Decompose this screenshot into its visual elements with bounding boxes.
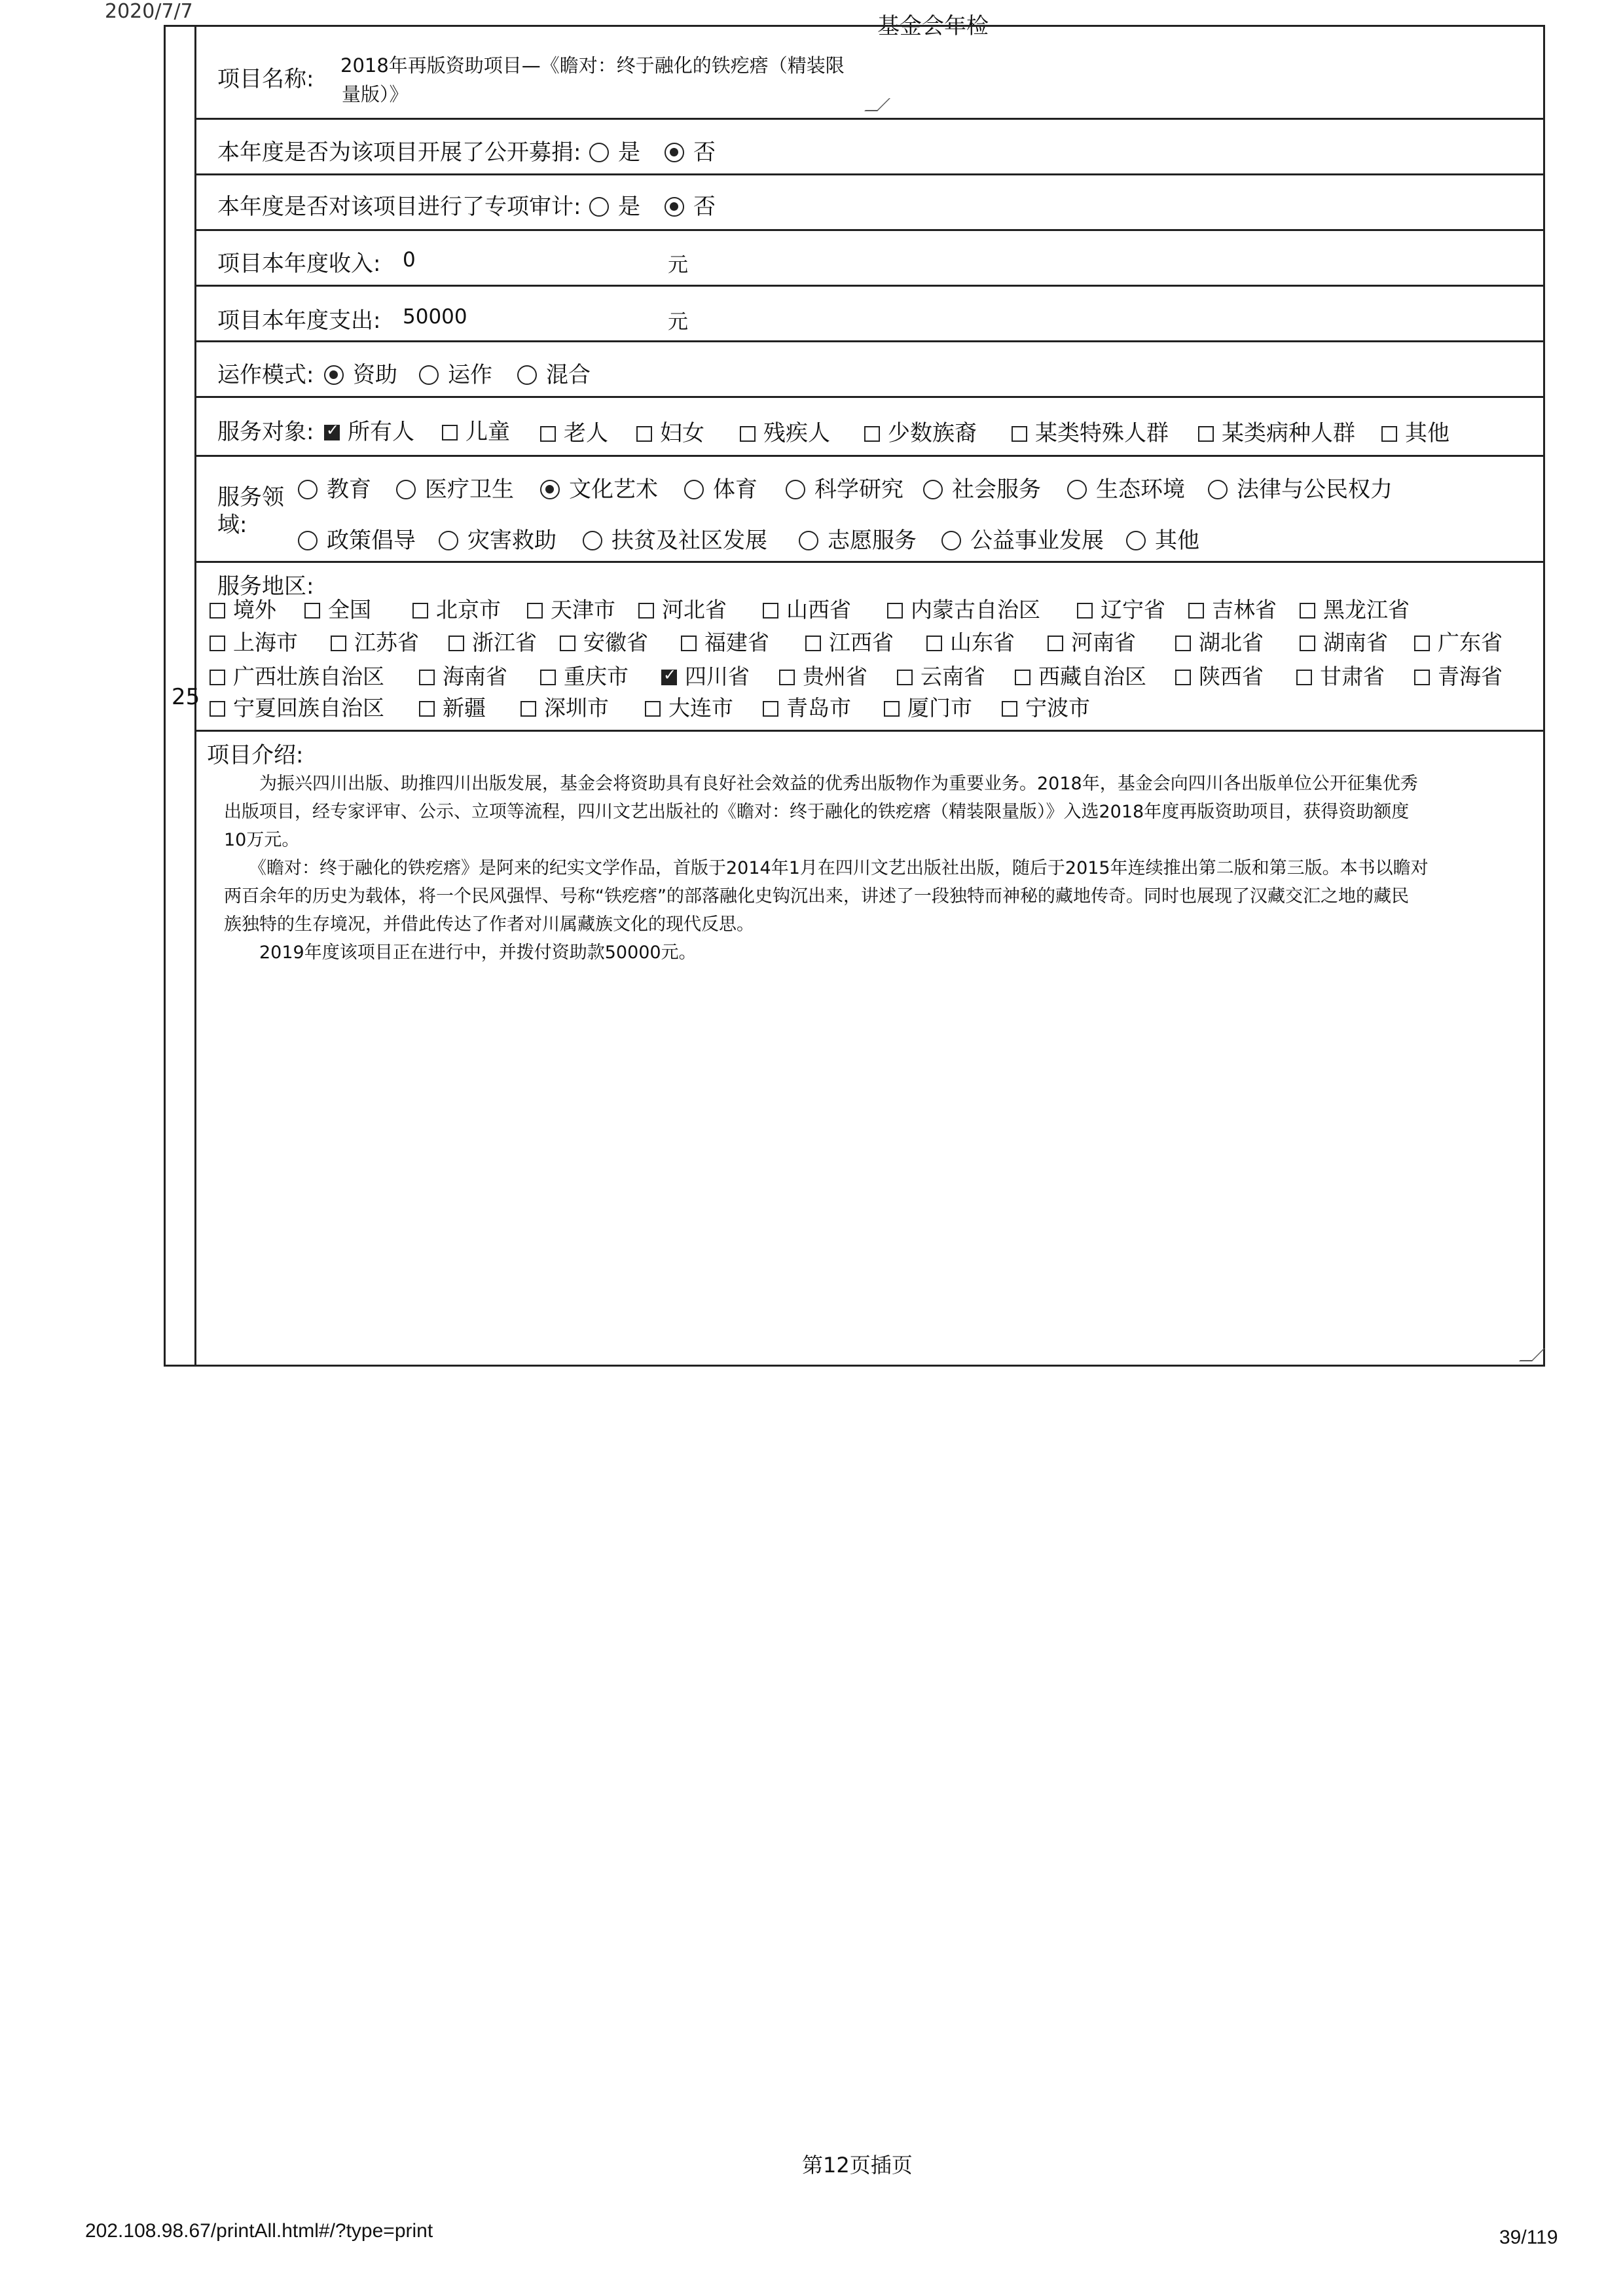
target-elderly[interactable]: 老人 (540, 415, 608, 447)
radio-icon[interactable] (517, 365, 537, 385)
checkbox-icon[interactable] (210, 636, 225, 651)
radio-selected-icon[interactable] (665, 197, 684, 217)
income-value[interactable]: 0 (403, 248, 416, 272)
public-fundraising-row (196, 120, 1545, 175)
region-option-label: 广西壮族自治区 (233, 664, 384, 689)
radio-icon[interactable] (583, 531, 602, 550)
special-audit-no[interactable]: 否 (665, 188, 716, 221)
checkbox-icon[interactable] (1381, 426, 1397, 442)
field-disaster[interactable]: 灾害救助 (439, 522, 556, 554)
service-target-row (196, 398, 1545, 457)
region-option[interactable] (926, 626, 1015, 656)
checkbox-checked-icon[interactable] (661, 670, 677, 685)
target-children[interactable]: 儿童 (442, 414, 510, 446)
region-option[interactable] (1414, 626, 1503, 656)
radio-selected-icon[interactable] (540, 480, 560, 499)
region-option[interactable] (805, 626, 894, 656)
checkbox-icon[interactable] (884, 701, 900, 717)
region-option-label: 宁波市 (1025, 695, 1090, 721)
checkbox-icon[interactable] (419, 701, 435, 717)
region-option[interactable] (1048, 626, 1136, 656)
public-fundraising-no[interactable]: 否 (665, 134, 716, 166)
checkbox-icon[interactable] (1300, 636, 1315, 651)
region-option-label: 云南省 (921, 664, 985, 689)
region-option[interactable] (448, 626, 537, 656)
special-audit-row (196, 175, 1545, 231)
checkbox-icon[interactable] (1015, 670, 1030, 685)
project-name-row (196, 25, 1545, 120)
radio-icon[interactable] (589, 197, 609, 217)
checkbox-icon[interactable] (1175, 636, 1191, 651)
region-option-label: 陕西省 (1199, 664, 1264, 689)
region-option-label: 贵州省 (803, 664, 867, 689)
radio-icon[interactable] (298, 480, 318, 499)
field-research[interactable]: 科学研究 (786, 471, 903, 503)
checkbox-icon[interactable] (645, 701, 661, 717)
region-option-label: 境外 (233, 597, 276, 622)
intro-label: 项目介绍: (207, 742, 304, 768)
region-option[interactable] (210, 691, 384, 722)
intro-section (196, 732, 1545, 1367)
checkbox-icon[interactable] (210, 701, 225, 717)
region-option[interactable] (1188, 593, 1277, 624)
checkbox-icon[interactable] (887, 603, 903, 619)
region-option[interactable] (1002, 691, 1090, 722)
region-option[interactable] (412, 593, 501, 624)
region-option[interactable] (763, 691, 851, 722)
target-other[interactable]: 其他 (1381, 415, 1450, 447)
region-option-label: 大连市 (668, 695, 733, 721)
service-region-label: 服务地区: (217, 573, 314, 600)
intro-p1-line2: 出版项目，经专家评审、公示、立项等流程，四川文艺出版社的《瞻对：终于融化的铁疙瘩（精装限量版）》入选2018年度再版资助项目，获得资助额度 (224, 802, 1410, 822)
checkbox-checked-icon[interactable] (324, 425, 340, 440)
radio-icon[interactable] (684, 480, 704, 499)
region-option-label: 江西省 (829, 630, 894, 655)
service-field-row (196, 457, 1545, 563)
region-option-label: 河北省 (662, 597, 727, 622)
radio-icon[interactable] (923, 480, 943, 499)
region-option[interactable] (887, 593, 1040, 624)
region-option-label: 安徽省 (583, 630, 648, 655)
expense-unit: 元 (668, 310, 688, 334)
target-disabled[interactable]: 残疾人 (740, 415, 830, 447)
checkbox-icon[interactable] (763, 603, 778, 619)
checkbox-icon[interactable] (1300, 603, 1315, 619)
project-name-line1: 2018年再版资助项目—《瞻对：终于融化的铁疙瘩（精装限 (340, 54, 845, 77)
radio-icon[interactable] (799, 531, 818, 550)
region-option[interactable] (540, 660, 629, 691)
checkbox-icon[interactable] (638, 603, 654, 619)
checkbox-icon[interactable] (412, 603, 428, 619)
region-option-label: 福建省 (704, 630, 769, 655)
radio-icon[interactable] (396, 480, 416, 499)
region-option-label: 河南省 (1071, 630, 1136, 655)
mode-mixed[interactable]: 混合 (517, 357, 591, 389)
region-option-label: 海南省 (443, 664, 507, 689)
checkbox-icon[interactable] (527, 603, 543, 619)
checkbox-icon[interactable] (779, 670, 795, 685)
public-fundraising-yes[interactable]: 是 (589, 134, 640, 166)
service-field-label-2: 域: (217, 512, 247, 538)
service-region-row (196, 563, 1545, 732)
radio-icon[interactable] (419, 365, 439, 385)
region-option[interactable] (884, 691, 972, 722)
project-name-line2: 量版）》 (342, 83, 409, 105)
field-poverty[interactable]: 扶贫及社区发展 (583, 522, 767, 554)
special-audit-yes[interactable]: 是 (589, 188, 640, 221)
checkbox-icon[interactable] (1198, 426, 1214, 442)
operation-mode-label: 运作模式: (217, 362, 314, 388)
radio-selected-icon[interactable] (665, 143, 684, 162)
operation-mode-row (196, 342, 1545, 398)
resize-grip-icon[interactable] (864, 98, 890, 111)
region-option-label: 山东省 (950, 630, 1015, 655)
region-option-label: 上海市 (233, 630, 298, 655)
checkbox-icon[interactable] (897, 670, 913, 685)
region-option-label: 青岛市 (786, 695, 851, 721)
region-option-label: 湖北省 (1199, 630, 1264, 655)
intro-p1-line3: 10万元。 (224, 830, 300, 850)
checkbox-icon[interactable] (681, 636, 697, 651)
region-option[interactable] (681, 626, 769, 656)
region-option[interactable] (1175, 626, 1264, 656)
region-option[interactable] (419, 691, 486, 722)
region-option[interactable] (520, 691, 609, 722)
checkbox-icon[interactable] (560, 636, 575, 651)
intro-p1-line1: 为振兴四川出版、助推四川出版发展，基金会将资助具有良好社会效益的优秀出版物作为重要业务。2018年，基金会向四川各出版单位公开征集优秀 (259, 774, 1418, 794)
checkbox-icon[interactable] (926, 636, 942, 651)
region-option-label: 天津市 (551, 597, 615, 622)
intro-p2-line3: 族独特的生存境况，并借此传达了作者对川属藏族文化的现代反思。 (224, 914, 754, 935)
region-option[interactable] (210, 626, 298, 656)
region-option[interactable] (1300, 626, 1388, 656)
public-fundraising-label: 本年度是否为该项目开展了公开募捐: (217, 139, 581, 166)
checkbox-icon[interactable] (1414, 636, 1430, 651)
radio-icon[interactable] (786, 480, 805, 499)
page-note: 第12页插页 (802, 2153, 913, 2178)
checkbox-icon[interactable] (540, 670, 556, 685)
target-women[interactable]: 妇女 (636, 415, 704, 447)
radio-selected-icon[interactable] (324, 365, 344, 385)
field-policy[interactable]: 政策倡导 (298, 522, 416, 554)
checkbox-icon[interactable] (1188, 603, 1204, 619)
region-option[interactable] (419, 660, 507, 691)
region-option-label: 全国 (328, 597, 371, 622)
radio-icon[interactable] (1208, 480, 1228, 499)
region-option-label: 重庆市 (564, 664, 629, 689)
service-field-label-1: 服务领 (217, 484, 284, 511)
row-number: 25 (172, 684, 200, 710)
region-option[interactable] (763, 593, 851, 624)
region-option-label: 厦门市 (907, 695, 972, 721)
income-unit: 元 (668, 253, 688, 277)
field-sports[interactable]: 体育 (684, 471, 757, 503)
checkbox-icon[interactable] (740, 426, 756, 442)
region-option[interactable] (210, 593, 276, 624)
region-option[interactable] (331, 626, 419, 656)
checkbox-icon[interactable] (520, 701, 536, 717)
region-option-label: 辽宁省 (1101, 597, 1165, 622)
radio-icon[interactable] (941, 531, 961, 550)
radio-icon[interactable] (1067, 480, 1087, 499)
service-target-label: 服务对象: (217, 419, 314, 445)
region-option[interactable] (527, 593, 615, 624)
page-title: 基金会年检 (877, 13, 989, 39)
region-option[interactable] (1296, 660, 1385, 691)
page-counter: 39/119 (1499, 2227, 1558, 2248)
intro-p3: 2019年度该项目正在进行中，并拨付资助款50000元。 (259, 942, 697, 963)
checkbox-icon[interactable] (1012, 426, 1027, 442)
region-option-label: 北京市 (436, 597, 501, 622)
checkbox-icon[interactable] (636, 426, 652, 442)
checkbox-icon[interactable] (419, 670, 435, 685)
checkbox-icon[interactable] (304, 603, 320, 619)
project-name-label: 项目名称: (217, 66, 314, 92)
field-education[interactable]: 教育 (298, 471, 371, 503)
print-date: 2020/7/7 (105, 0, 193, 23)
field-other[interactable]: 其他 (1126, 522, 1199, 554)
region-option[interactable] (661, 660, 750, 691)
radio-icon[interactable] (1126, 531, 1146, 550)
income-row (196, 231, 1545, 287)
radio-icon[interactable] (439, 531, 458, 550)
field-health[interactable]: 医疗卫生 (396, 471, 514, 503)
checkbox-icon[interactable] (210, 603, 225, 619)
checkbox-icon[interactable] (864, 426, 880, 442)
region-option-label: 甘肃省 (1320, 664, 1385, 689)
region-option[interactable] (638, 593, 727, 624)
region-option[interactable] (1077, 593, 1165, 624)
checkbox-icon[interactable] (1414, 670, 1430, 685)
target-all[interactable]: ✓ 所有人 (324, 414, 414, 446)
region-option-label: 四川省 (685, 664, 750, 689)
checkbox-icon[interactable] (442, 425, 458, 440)
intro-p2-line1: 《瞻对：终于融化的铁疙瘩》是阿来的纪实文学作品，首版于2014年1月在四川文艺出版社出版，随后于2015年连续推出第二版和第三版。本书以瞻对 (249, 858, 1429, 878)
checkbox-icon[interactable] (331, 636, 346, 651)
checkbox-icon[interactable] (805, 636, 821, 651)
region-option-label: 湖南省 (1323, 630, 1388, 655)
region-option-label: 江苏省 (354, 630, 419, 655)
region-option[interactable] (645, 691, 733, 722)
region-option[interactable] (1300, 593, 1410, 624)
region-option-label: 宁夏回族自治区 (233, 695, 384, 721)
region-option-label: 黑龙江省 (1323, 597, 1410, 622)
region-option[interactable] (560, 626, 648, 656)
field-public-welfare[interactable]: 公益事业发展 (941, 522, 1104, 554)
region-option-label: 内蒙古自治区 (911, 597, 1040, 622)
checkbox-icon[interactable] (1002, 701, 1017, 717)
checkbox-icon[interactable] (1048, 636, 1063, 651)
target-disease-group[interactable]: 某类病种人群 (1198, 415, 1355, 447)
field-volunteer[interactable]: 志愿服务 (799, 522, 917, 554)
region-option-label: 山西省 (786, 597, 851, 622)
expense-label: 项目本年度支出: (217, 308, 381, 334)
region-option-label: 青海省 (1438, 664, 1503, 689)
resize-grip-icon[interactable] (1519, 1348, 1545, 1361)
region-option-label: 新疆 (443, 695, 486, 721)
checkbox-icon[interactable] (1077, 603, 1093, 619)
region-option-label: 西藏自治区 (1038, 664, 1146, 689)
radio-icon[interactable] (298, 531, 318, 550)
target-special-group[interactable]: 某类特殊人群 (1012, 415, 1169, 447)
region-option-label: 吉林省 (1212, 597, 1277, 622)
field-culture-art[interactable]: 文化艺术 (540, 471, 658, 503)
region-option[interactable] (210, 660, 384, 691)
region-option-label: 浙江省 (472, 630, 537, 655)
region-option[interactable] (779, 660, 867, 691)
checkbox-icon[interactable] (210, 670, 225, 685)
field-ecology[interactable]: 生态环境 (1067, 471, 1185, 503)
income-label: 项目本年度收入: (217, 251, 381, 277)
region-option[interactable] (304, 593, 371, 624)
checkbox-icon[interactable] (448, 636, 464, 651)
checkbox-icon[interactable] (540, 426, 556, 442)
region-option-label: 深圳市 (544, 695, 609, 721)
intro-p2-line2: 两百余年的历史为载体，将一个民风强悍、号称“铁疙瘩”的部落融化史钩沉出来，讲述了一段独特而神秘的藏地传奇。同时也展现了汉藏交汇之地的藏民 (224, 886, 1409, 906)
radio-icon[interactable] (589, 143, 609, 162)
mode-operate[interactable]: 运作 (419, 357, 492, 389)
field-social-service[interactable]: 社会服务 (923, 471, 1041, 503)
special-audit-label: 本年度是否对该项目进行了专项审计: (217, 194, 581, 220)
checkbox-icon[interactable] (1175, 670, 1191, 685)
print-url: 202.108.98.67/printAll.html#/?type=print (85, 2220, 433, 2242)
region-option-label: 广东省 (1438, 630, 1503, 655)
region-option[interactable] (1414, 660, 1503, 691)
mode-fund[interactable]: 资助 (324, 357, 397, 389)
region-option[interactable] (1175, 660, 1264, 691)
region-option[interactable] (1015, 660, 1146, 691)
target-minority[interactable]: 少数族裔 (864, 415, 977, 447)
region-option[interactable] (897, 660, 985, 691)
expense-value[interactable]: 50000 (403, 305, 467, 329)
checkbox-icon[interactable] (763, 701, 778, 717)
checkbox-icon[interactable] (1296, 670, 1312, 685)
field-law[interactable]: 法律与公民权力 (1208, 471, 1393, 503)
expense-row (196, 287, 1545, 342)
